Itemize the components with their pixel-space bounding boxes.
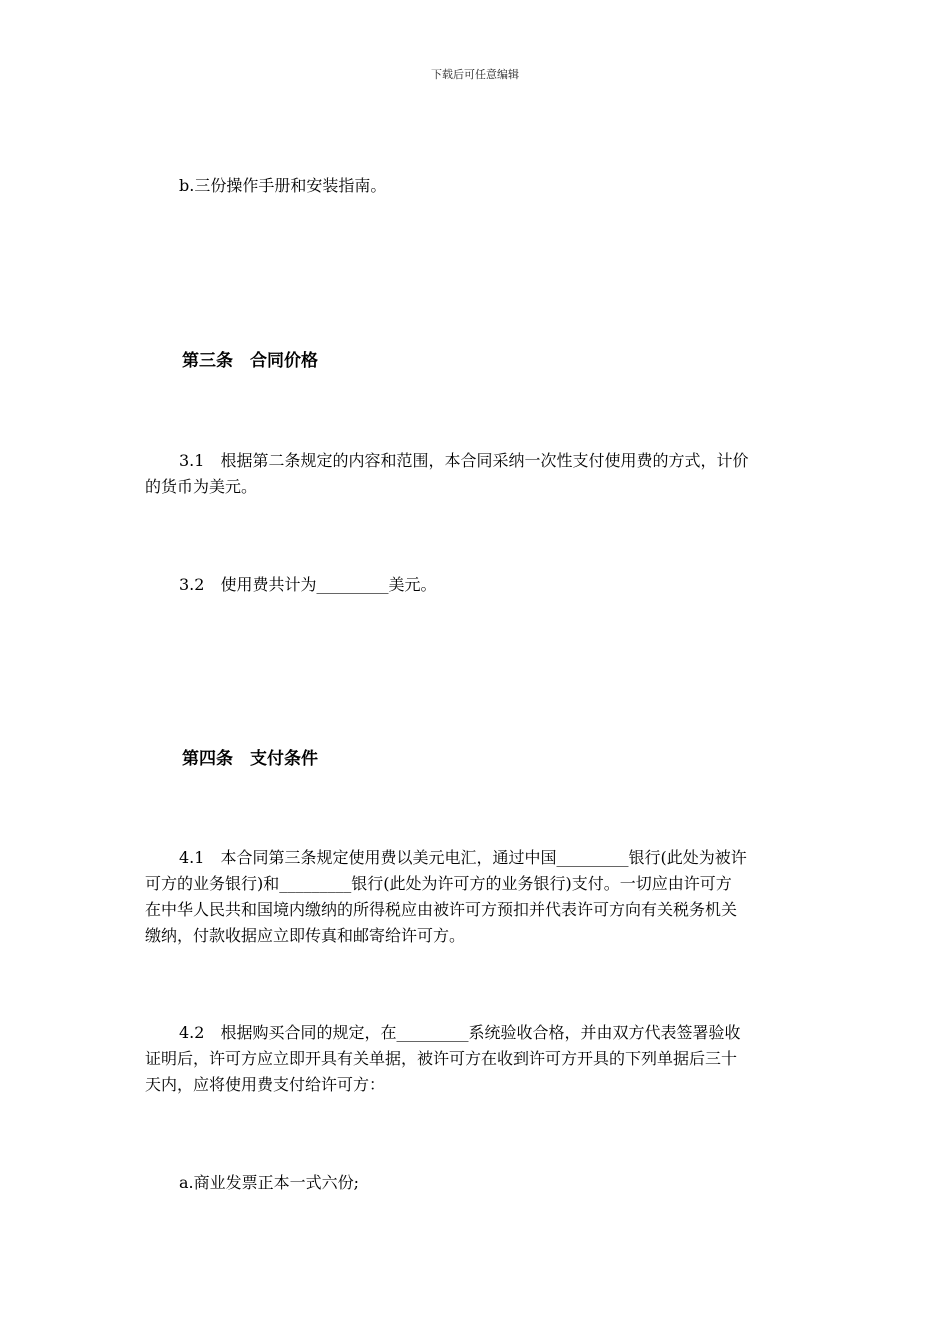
clause-4-2-line-2: 证明后，许可方应立即开具有关单据，被许可方在收到许可方开具的下列单据后三十 — [145, 1049, 738, 1068]
article-4-heading: 第四条 支付条件 — [182, 749, 318, 769]
clause-4-2-line-3: 天内，应将使用费支付给许可方： — [145, 1075, 386, 1094]
clause-3-2: 3.2 使用费共计为_________美元。 — [179, 575, 437, 594]
clause-4-2-line-1: 4.2 根据购买合同的规定，在_________系统验收合格，并由双方代表签署验收 — [179, 1023, 741, 1042]
clause-4-1-line-3: 在中华人民共和国境内缴纳的所得税应由被许可方预扣并代表许可方向有关税务机关 — [145, 900, 738, 919]
clause-4-1-line-2: 可方的业务银行)和_________银行(此处为许可方的业务银行)支付。一切应由许可方 — [145, 874, 732, 893]
clause-3-1-line-1: 3.1 根据第二条规定的内容和范围，本合同采纳一次性支付使用费的方式，计价 — [179, 451, 749, 470]
list-item-b: b.三份操作手册和安装指南。 — [179, 176, 387, 195]
page-header: 下载后可任意编辑 — [431, 68, 519, 81]
clause-3-1-line-2: 的货币为美元。 — [145, 477, 258, 496]
article-3-heading: 第三条 合同价格 — [182, 351, 318, 371]
clause-4-1-line-4: 缴纳，付款收据应立即传真和邮寄给许可方。 — [145, 926, 466, 945]
clause-4-1-line-1: 4.1 本合同第三条规定使用费以美元电汇，通过中国_________银行(此处为被许 — [179, 848, 747, 867]
list-item-a: a.商业发票正本一式六份; — [179, 1173, 360, 1192]
